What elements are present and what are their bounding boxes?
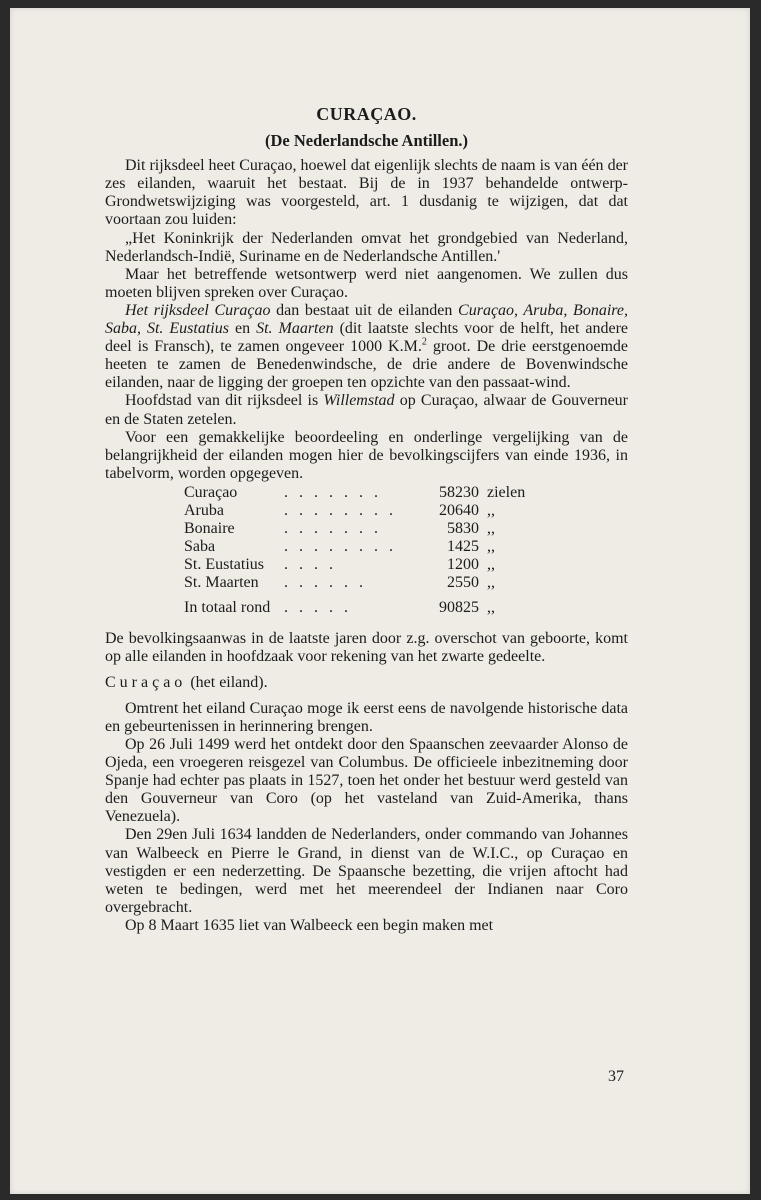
paragraph-bill: Maar het betreffende wetsontwerp werd niet aangenomen. We zullen dus moeten blijven spreken over Curaçao. xyxy=(105,265,628,301)
page-number: 37 xyxy=(608,1068,624,1085)
population-table xyxy=(184,484,525,618)
cell-dots: . . . . . . . . xyxy=(284,501,397,519)
cell-dots: . . . . xyxy=(284,556,337,574)
emphasis-willemstad: Willemstad xyxy=(323,392,395,410)
table-row xyxy=(184,484,525,502)
cell-value: 58230 xyxy=(439,483,479,501)
cell-place: Saba xyxy=(184,538,216,556)
paragraph-growth: De bevolkingsaanwas in de laatste jaren door z.g. overschot van geboorte, komt op alle eilanden in hoofdzaak voor rekening van het zwarte gedeelte. xyxy=(105,629,628,665)
book-page xyxy=(10,8,750,1194)
cell-place: In totaal rond xyxy=(184,599,271,617)
cell-dots: . . . . . . xyxy=(284,574,367,592)
cell-place: Curaçao xyxy=(184,483,238,501)
cell-unit: ,, xyxy=(487,538,495,556)
paragraph-intro: Dit rijksdeel heet Curaçao, hoewel dat eigenlijk slechts de naam is van één der zes eilanden, waaruit het bestaat. Bij de in 1937 behandelde ontwerp-Grondwetswijziging was voorgesteld, art. 1 dusdanig te wijzigen, dat dat voortaan zou luiden: xyxy=(105,157,628,229)
paragraph-islands: Het rijksdeel Curaçao dan bestaat uit de eilanden Curaçao, Aruba, Bonaire, Saba, St. Eustatius en St. Maarten (dit laatste slechts voor de helft, het andere deel is Fransch), te zamen ongeveer 1000 K.M.$^2$ groot. De drie eerstgenoemde heeten te zamen de Benedenwindsche, de drie andere de Bovenwindsche eilanden, naar de ligging der groepen ten opzichte van den passaat-wind. xyxy=(105,301,629,392)
cell-value: 90825 xyxy=(439,599,479,617)
section-heading: Curaçao (het eiland). xyxy=(105,673,268,691)
table-total-row xyxy=(184,592,525,617)
paragraph-capital: Hoofdstad van dit rijksdeel is Willemstad op Curaçao, alwaar de Gouverneur en de Staten zetelen. xyxy=(105,392,628,428)
cell-dots: . . . . . . . . xyxy=(284,538,397,556)
cell-value: 5830 xyxy=(447,520,479,538)
paragraph-walbeeck: Op 8 Maart 1635 liet van Walbeeck een begin maken met xyxy=(125,916,494,934)
cell-value: 20640 xyxy=(439,501,479,519)
table-row xyxy=(184,502,525,520)
paragraph-quote: „Het Koninkrijk der Nederlanden omvat het grondgebied van Nederland, Nederlandsch-Indië, Suriname en de Nederlandsche Antillen.' xyxy=(105,229,628,265)
table-row xyxy=(184,556,525,574)
cell-dots: . . . . . . . xyxy=(284,520,382,538)
cell-place: Bonaire xyxy=(184,520,235,538)
cell-unit: zielen xyxy=(487,483,526,501)
paragraph-history-intro: Omtrent het eiland Curaçao moge ik eerst eens de navolgende historische data en gebeurtenissen in herinnering brengen. xyxy=(105,699,628,735)
paragraph-table-intro: Voor een gemakkelijke beoordeeling en onderlinge vergelijking van de belangrijkheid der eilanden mogen hier de bevolkingscijfers van einde 1936, in tabelvorm, worden opgegeven. xyxy=(105,428,628,482)
table-row xyxy=(184,538,525,556)
cell-unit: ,, xyxy=(487,574,495,592)
page-title: CURAÇAO. xyxy=(316,104,417,124)
paragraph-discovery: Op 26 Juli 1499 werd het ontdekt door den Spaanschen zeevaarder Alonso de Ojeda, een vroegeren reisgezel van Columbus. De officieele inbezitneming door Spanje had echter pas plaats in 1527, toen het onder het bestuur werd gesteld van den Gouverneur van Coro (op het vasteland van Zuid-Amerika, thans Venezuela). xyxy=(105,736,628,826)
cell-value: 1425 xyxy=(447,538,479,556)
cell-value: 2550 xyxy=(447,574,479,592)
emphasis-st-maarten: St. Maarten xyxy=(256,320,334,338)
cell-unit: ,, xyxy=(487,501,495,519)
cell-value: 1200 xyxy=(447,556,479,574)
cell-unit: ,, xyxy=(487,599,495,617)
paragraph-dutch-landing: Den 29en Juli 1634 landden de Nederlanders, onder commando van Johannes van Walbeeck en Pierre le Grand, in dienst van de W.I.C., op Curaçao en vestigden er een nederzetting. De Spaansche bezetting, die vrijen aftocht had weten te bedingen, werd met het meerendeel der Indianen naar Coro overgebracht. xyxy=(105,826,628,916)
cell-dots: . . . . . . . xyxy=(284,483,382,501)
section-heading-island: Curaçao xyxy=(105,673,187,691)
cell-place: St. Eustatius xyxy=(184,556,265,574)
cell-unit: ,, xyxy=(487,556,495,574)
cell-place: St. Maarten xyxy=(184,574,259,592)
emphasis-rijksdeel: Het rijksdeel Curaçao xyxy=(125,301,271,319)
page-text xyxy=(105,105,628,935)
page-subtitle: (De Nederlandsche Antillen.) xyxy=(264,131,469,151)
cell-unit: ,, xyxy=(487,520,495,538)
table-row xyxy=(184,574,525,592)
cell-dots: . . . . . xyxy=(284,599,352,617)
superscript: 2 xyxy=(421,336,427,348)
cell-place: Aruba xyxy=(184,501,224,519)
table-row xyxy=(184,520,525,538)
emphasis-islands: Curaçao, Aruba, Bonaire, Saba, St. Eustatius xyxy=(105,301,628,338)
